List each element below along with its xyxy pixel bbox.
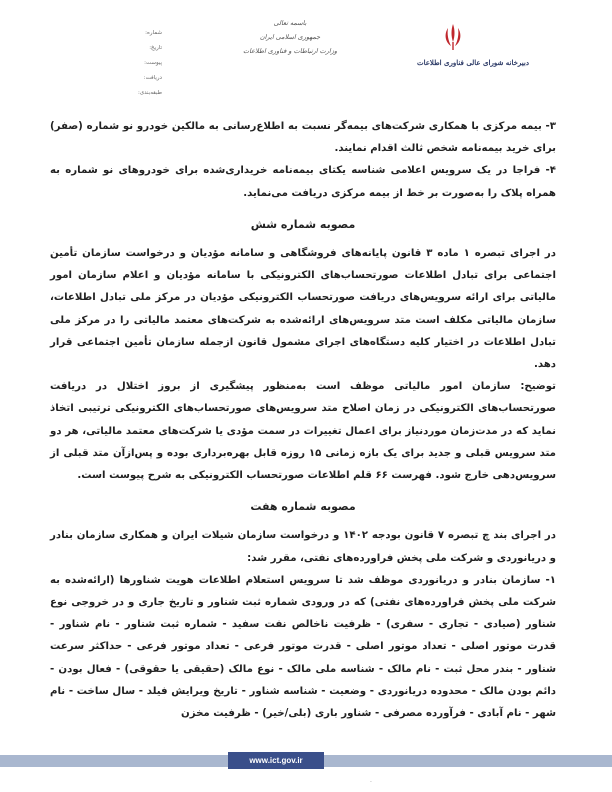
resolution-6-paragraph: در اجرای تبصره ۱ ماده ۳ قانون پایانه‌های فروشگاهی و سامانه مؤدیان و درخواست سازمان تأمین اجتماعی برای تبادل اطلاعات صورتحساب‌های الکترونیکی با سامانه مؤدیان و اعلام سازمان امور مالیاتی برای ارائه سرویس‌های دریافت صورتحساب الکترونیکی مؤدیان در مرکز ملی تبادل اطلاعات، سازمان مالیاتی مکلف است متد سرویس‌های ارائه‌شده به شرکت‌های معتمد مالیاتی را در مرکز ملی تبادل اطلاعات در اختیار کلیه دستگاه‌های اجرای مشمول قانون ازجمله سازمان تأمین اجتماعی قرار دهد. xyxy=(50,248,557,371)
heading-resolution-7: مصوبه شماره هفت xyxy=(250,500,356,514)
document-body xyxy=(50,116,556,725)
letterhead xyxy=(0,0,612,100)
item-3: ۳- بیمه مرکزی با همکاری شرکت‌های بیمه‌گر نسبت به اطلاع‌رسانی به مالکین خودرو نو شماره (صفر) برای خرید بیمه‌نامه شخص ثالث اقدام نمایند. xyxy=(50,121,556,155)
meta-date: تاریخ: xyxy=(149,45,162,51)
ministry-name: وزارت ارتباطات و فناوری اطلاعات xyxy=(243,47,337,55)
bismillah: باسمه تعالی xyxy=(273,19,307,27)
heading-resolution-6: مصوبه شماره شش xyxy=(250,217,356,231)
meta-attachment: پیوست: xyxy=(144,60,162,66)
website-link[interactable]: www.ict.gov.ir xyxy=(228,752,324,769)
resolution-7-paragraph: در اجرای بند چ تبصره ۷ قانون بودجه ۱۴۰۲ و درخواست سازمان شیلات ایران و همکاری سازمان بنادر و دریانوردی و شرکت ملی پخش فراورده‌های نفتی، مقرر شد: xyxy=(50,530,556,564)
iran-emblem-icon xyxy=(440,22,466,52)
item-4: ۴- فراجا در یک سرویس اعلامی شناسه یکتای بیمه‌نامه خریداری‌شده برای خودروهای نو شماره به همراه پلاک را به‌صورت بر خط از بیمه مرکزی دریافت می‌نماید. xyxy=(50,165,556,199)
republic-name: جمهوری اسلامی ایران xyxy=(259,33,321,41)
letter-meta xyxy=(120,26,162,101)
page-mark: · xyxy=(370,779,372,786)
agency-name: دبیرخانه شورای عالی فناوری اطلاعات xyxy=(417,58,529,67)
center-heading xyxy=(230,16,350,58)
meta-number: شماره: xyxy=(145,30,162,36)
resolution-7-item-1: ۱- سازمان بنادر و دریانوردی موظف شد تا سرویس استعلام اطلاعات هویت شناورها (ارائه‌شده به شرکت ملی پخش فراورده‌های نفتی) که در ورودی شماره ثبت شناور و تاریخ جاری و در خروجی نوع شناور (صیادی - تجاری - سفری) - ظرفیت ناخالص نفت سفید - شماره ثبت شناور - نام شناور - قدرت موتور اصلی - تعداد موتور اصلی - قدرت موتور فرعی - تعداد موتور فرعی - حداکثر سرعت شناور - بندر محل ثبت - نام مالک - شناسه ملی مالک - نوع مالک (حقیقی یا حقوقی) - فعال بودن - دائم بودن مالک - محدوده دریانوردی - وضعیت - شناسه شناور - تاریخ ویرایش فیلد - سال ساخت - نام شهر - نام آبادی - فرآورده مصرفی - شناور باری (بلی/خیر) - ظرفیت مخزن xyxy=(50,574,556,720)
meta-received: دریافت: xyxy=(143,75,162,81)
resolution-6-note: توضیح: سازمان امور مالیاتی موظف است به‌منظور پیشگیری از بروز اختلال در دریافت صورتحساب‌های الکترونیکی در زمان اصلاح متد سرویس‌های صورتحساب‌های الکترونیکی ترتیبی اتخاذ نماید که در مدت‌زمان موردنیاز برای اعمال تغییرات در سمت مؤدی یا شرکت‌های معتمد مالیاتی، هر دو متد سرویس قبلی و جدید برای یک بازه زمانی ۱۵ روزه قابل بهره‌برداری بوده و پس‌ازآن متد قبلی از سرویس‌دهی خارج شود. فهرست ۶۶ قلم اطلاعات صورتحساب الکترونیکی به شرح پیوست است. xyxy=(50,381,556,482)
meta-classification: طبقه‌بندی: xyxy=(137,90,162,96)
